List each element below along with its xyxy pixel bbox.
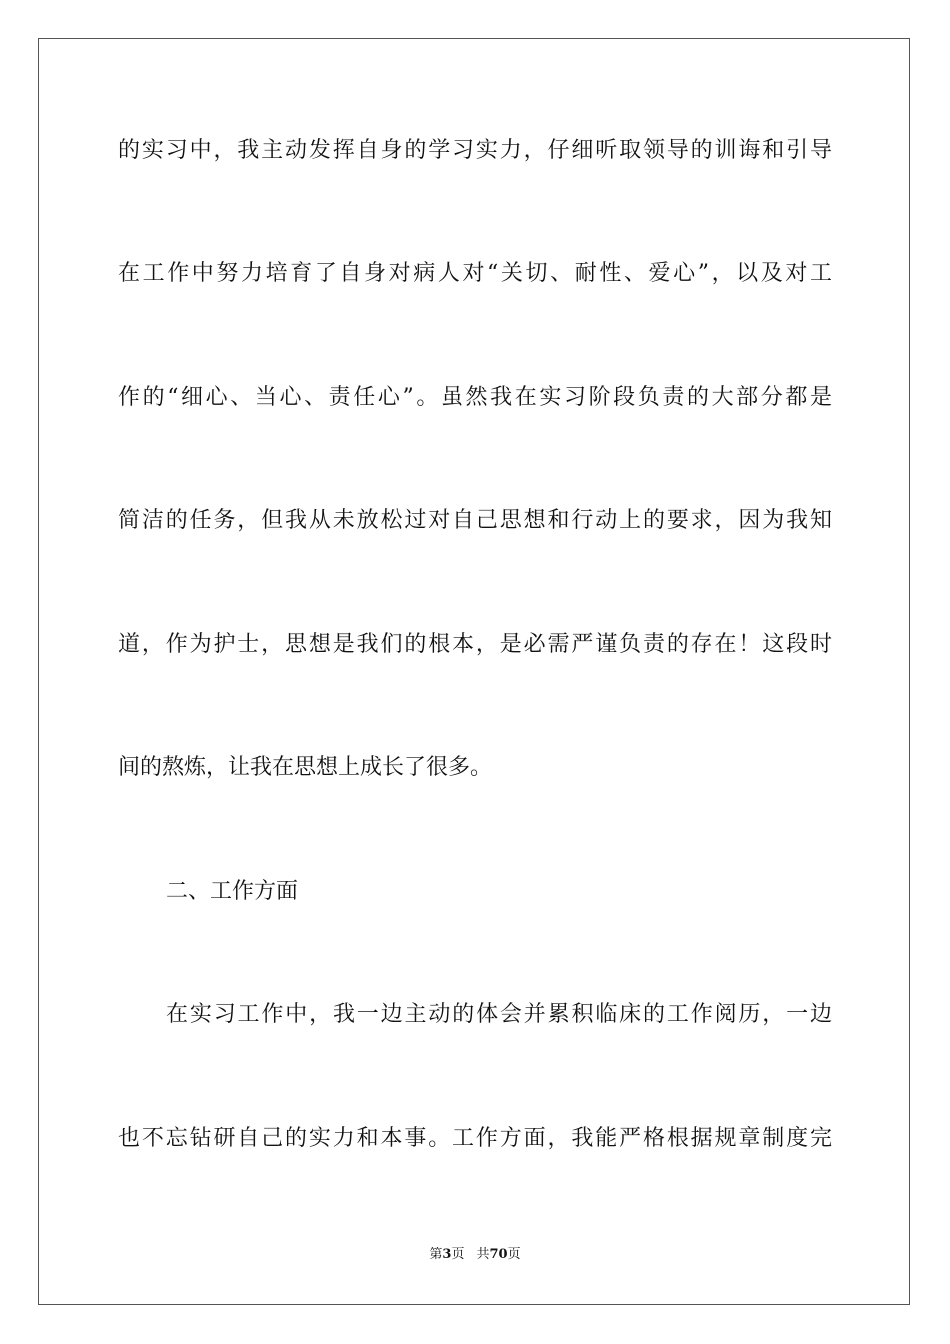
- footer-total-suffix: 页: [507, 1247, 521, 1262]
- footer-total-pages: 70: [489, 1247, 508, 1262]
- footer-page-number: 3: [442, 1247, 452, 1262]
- body-line-6: 间的熬炼，让我在思想上成长了很多。: [118, 755, 493, 780]
- footer-page-suffix: 页: [451, 1247, 465, 1262]
- body-line-5: 道，作为护士，思想是我们的根本，是必需严谨负责的存在！这段时: [118, 632, 832, 657]
- page-footer: [0, 1246, 950, 1264]
- footer-page-prefix: 第: [429, 1247, 443, 1262]
- section-heading: 二、工作方面: [166, 879, 299, 904]
- paragraph2-line-1: 在实习工作中，我一边主动的体会并累积临床的工作阅历，一边: [166, 1002, 832, 1027]
- body-line-1: 的实习中，我主动发挥自身的学习实力，仔细听取领导的训诲和引导: [118, 138, 832, 163]
- page-border: [38, 38, 910, 1305]
- body-line-2: 在工作中努力培育了自身对病人对“关切、耐性、爱心”，以及对工: [118, 261, 832, 286]
- paragraph2-line-2: 也不忘钻研自己的实力和本事。工作方面，我能严格根据规章制度完: [118, 1126, 832, 1151]
- body-line-3: 作的“细心、当心、责任心”。虽然我在实习阶段负责的大部分都是: [118, 385, 832, 410]
- body-line-4: 简洁的任务，但我从未放松过对自己思想和行动上的要求，因为我知: [118, 508, 832, 533]
- footer-total-prefix: 共: [476, 1247, 490, 1262]
